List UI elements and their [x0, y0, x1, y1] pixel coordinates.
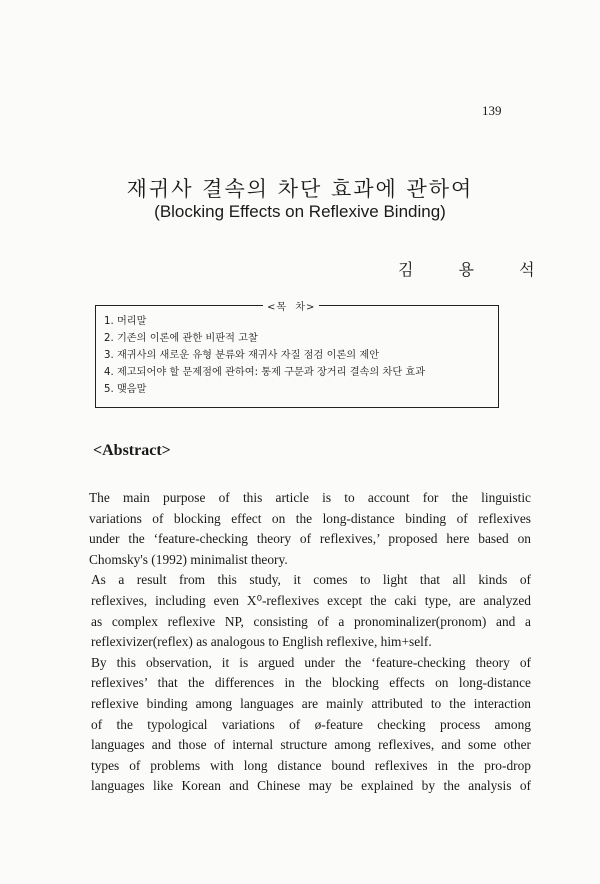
toc-item: 3. 재귀사의 새로운 유형 분류와 재귀사 자질 점검 이론의 제안 — [104, 350, 380, 361]
text-line: variations of blocking effect on the long-distance binding of reflexives — [89, 510, 531, 526]
toc-item: 5. 맺음말 — [104, 384, 147, 395]
toc-list — [96, 306, 498, 398]
toc-item: 1. 머리말 — [104, 316, 147, 327]
text-line: reflexivizer(reflex) as analogous to English reflexive, him+self. — [91, 634, 432, 650]
text-line: reflexives, including even X⁰-reflexives except the caki type, are analyzed — [91, 592, 531, 608]
table-of-contents — [95, 302, 499, 408]
text-line: reflexives’ that the differences in the blocking effects on long-distance — [91, 675, 531, 691]
text-line: As a result from this study, it comes to light that all kinds of — [91, 572, 531, 588]
title-korean: 재귀사 결속의 차단 효과에 관하여 — [126, 177, 474, 201]
toc-rule-left — [95, 305, 263, 306]
title-english: (Blocking Effects on Reflexive Binding) — [154, 202, 446, 221]
toc-rule-right — [319, 305, 499, 306]
text-line: types of problems with long distance bound reflexives in the pro-drop — [91, 757, 531, 773]
text-line: reflexive binding among languages are mainly attributed to the interaction — [91, 695, 531, 711]
text-line: under the ‘feature-checking theory of reflexives,’ proposed here based on — [89, 531, 531, 547]
abstract-paragraph-1 — [67, 488, 531, 570]
abstract-paragraph-3 — [67, 653, 531, 797]
toc-heading: <목 차> — [267, 302, 316, 313]
toc-item: 2. 기존의 이론에 관한 비판적 고찰 — [104, 333, 258, 344]
text-line: as complex reflexive NP, consisting of a pronominalizer(pronom) and a — [91, 613, 531, 629]
abstract-paragraph-2 — [67, 570, 531, 652]
abstract-body — [67, 488, 531, 797]
abstract-heading: <Abstract> — [93, 442, 171, 459]
text-line: By this observation, it is argued under the ‘feature-checking theory of — [91, 654, 531, 670]
toc-item: 4. 제고되어야 할 문제점에 관하여: 통제 구문과 장거리 결속의 차단 효과 — [104, 367, 426, 378]
text-line: languages like Korean and Chinese may be explained by the analysis of — [91, 778, 531, 794]
page-number: 139 — [482, 103, 502, 118]
text-line: The main purpose of this article is to account for the linguistic — [89, 490, 531, 505]
text-line: languages and those of internal structure among reflexives, and some other — [91, 737, 531, 753]
toc-header — [95, 298, 499, 313]
author: 김 용 석 — [398, 260, 555, 279]
text-line: of the typological variations of ø-feature checking process among — [91, 716, 531, 732]
text-line: Chomsky's (1992) minimalist theory. — [89, 551, 288, 567]
